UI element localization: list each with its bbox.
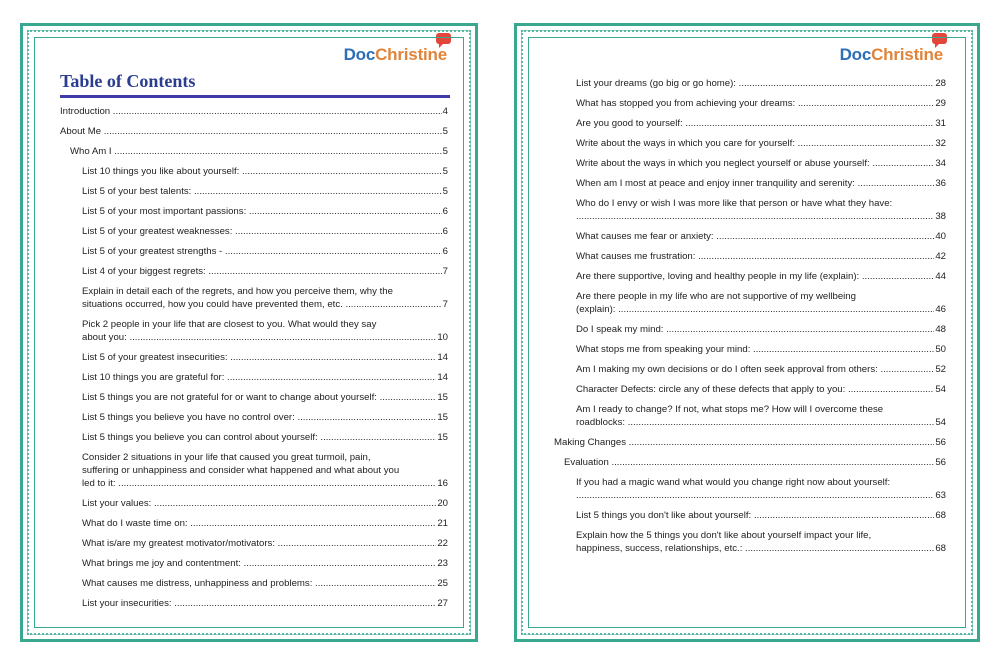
toc-entry-page-number: 15: [437, 412, 448, 423]
toc-entry[interactable]: [60, 351, 448, 364]
toc-entry-text: (explain): .....: [576, 303, 934, 316]
speech-bubble-icon: [436, 33, 451, 44]
toc-entry-text: roadblocks: .....: [576, 416, 934, 429]
toc-entry[interactable]: [554, 476, 946, 502]
toc-entry-page-number: 40: [935, 231, 946, 242]
toc-entry-text: What brings me joy and contentment: .....: [82, 557, 436, 570]
toc-entry-page-number: 31: [935, 118, 946, 129]
toc-entry-text: Am I ready to change? If not, what stops me? How will I overcome these: [576, 404, 884, 415]
toc-entry-text: Making Changes .....: [554, 436, 934, 449]
toc-entry-text: What has stopped you from achieving your dreams: .....: [576, 97, 934, 110]
toc-entry-text: Do I speak my mind: .....: [576, 323, 934, 336]
toc-entry[interactable]: [60, 285, 448, 311]
toc-entry-text: Write about the ways in which you care for yourself: .....: [576, 137, 934, 150]
toc-entry-page-number: 5: [442, 126, 448, 137]
toc-entry-page-number: 42: [935, 251, 946, 262]
toc-entry-text: Pick 2 people in your life that are closest to you. What would they say: [82, 319, 377, 330]
toc-entry-text: Are there supportive, loving and healthy people in my life (explain): .....: [576, 270, 934, 283]
toc-entry[interactable]: [554, 197, 946, 223]
toc-entry-page-number: 6: [442, 206, 448, 217]
toc-entries: [60, 98, 448, 610]
toc-entry[interactable]: [554, 383, 946, 396]
toc-entry-text: When am I most at peace and enjoy inner tranquility and serenity: .....: [576, 177, 934, 190]
toc-entry-text: Am I making my own decisions or do I often seek approval from others: .....: [576, 363, 934, 376]
toc-entry-page-number: 52: [935, 364, 946, 375]
toc-entry-text: List 10 things you like about yourself: .....: [82, 165, 442, 178]
toc-entry[interactable]: [554, 290, 946, 316]
toc-entry[interactable]: [60, 497, 448, 510]
toc-entry-page-number: 32: [935, 138, 946, 149]
toc-entry[interactable]: [554, 230, 946, 243]
toc-entry-text: Character Defects: circle any of these defects that apply to you: .....: [576, 383, 934, 396]
toc-entry-text: Explain how the 5 things you don't like about yourself impact your life,: [576, 530, 872, 541]
toc-entry-page-number: 54: [935, 417, 946, 428]
toc-entry[interactable]: [554, 270, 946, 283]
toc-entry-text: List 5 things you believe you can control about yourself: .....: [82, 431, 436, 444]
toc-entry-page-number: 54: [935, 384, 946, 395]
toc-entry-text: List your insecurities: .....: [82, 597, 436, 610]
toc-entry[interactable]: [554, 137, 946, 150]
toc-entry[interactable]: [60, 517, 448, 530]
toc-page-right: [514, 23, 980, 642]
toc-entry-text: Write about the ways in which you neglect yourself or abuse yourself: .....: [576, 157, 934, 170]
toc-entry[interactable]: [554, 403, 946, 429]
toc-entry-text: List 5 things you believe you have no control over: .....: [82, 411, 436, 424]
toc-entry[interactable]: [60, 318, 448, 344]
toc-entry-text: Consider 2 situations in your life that caused you great turmoil, pain,: [82, 452, 371, 463]
docchristine-logo: DocChristine: [344, 45, 447, 65]
toc-entry-page-number: 21: [437, 518, 448, 529]
toc-entry-page-number: 4: [442, 106, 448, 117]
speech-bubble-icon: [932, 33, 947, 44]
toc-entry[interactable]: [554, 77, 946, 90]
toc-entry-text: Who do I envy or wish I was more like that person or have what they have:: [576, 198, 893, 209]
toc-entry-text: List your values: .....: [82, 497, 436, 510]
toc-entry-text: [576, 210, 934, 223]
toc-entry-page-number: 23: [437, 558, 448, 569]
toc-entry[interactable]: [60, 451, 448, 490]
toc-entry-text: Are there people in my life who are not supportive of my wellbeing: [576, 291, 856, 302]
toc-entry[interactable]: [554, 363, 946, 376]
toc-entry-page-number: 14: [437, 352, 448, 363]
toc-entry-text: What is/are my greatest motivator/motivators: .....: [82, 537, 436, 550]
toc-entry-text: List 5 of your most important passions: .....: [82, 205, 442, 218]
toc-entry[interactable]: [60, 165, 448, 178]
page-title: Table of Contents: [60, 71, 196, 91]
toc-entry[interactable]: [554, 456, 946, 469]
toc-entry-page-number: 28: [935, 78, 946, 89]
toc-entry-page-number: 20: [437, 498, 448, 509]
toc-entry-text: Are you good to yourself: .....: [576, 117, 934, 130]
docchristine-logo: DocChristine: [840, 45, 943, 65]
toc-entry-page-number: 34: [935, 158, 946, 169]
toc-entry[interactable]: [554, 177, 946, 190]
toc-entry-page-number: 5: [442, 186, 448, 197]
toc-entry[interactable]: [554, 343, 946, 356]
toc-entry-page-number: 63: [935, 490, 946, 501]
toc-entry-text: Evaluation .....: [564, 456, 934, 469]
toc-entry-text: Who Am I .....: [70, 145, 442, 158]
toc-entry-page-number: 10: [437, 332, 448, 343]
toc-entry-page-number: 16: [437, 478, 448, 489]
toc-entry-page-number: 38: [935, 211, 946, 222]
toc-entry[interactable]: [60, 225, 448, 238]
toc-entry[interactable]: [60, 431, 448, 444]
toc-entry-text: situations occurred, how you could have prevented them, etc. .....: [82, 298, 442, 311]
toc-entry-text: What do I waste time on: .....: [82, 517, 436, 530]
toc-entry-text: List your dreams (go big or go home): .....: [576, 77, 934, 90]
toc-entry[interactable]: [554, 157, 946, 170]
toc-entry-page-number: 29: [935, 98, 946, 109]
toc-entry[interactable]: [554, 436, 946, 449]
toc-entry-text: suffering or unhappiness and consider what happened and what about you: [82, 465, 400, 476]
toc-entry-text: About Me .....: [60, 125, 442, 138]
toc-entry-page-number: 22: [437, 538, 448, 549]
toc-entry-page-number: 5: [442, 166, 448, 177]
toc-entry[interactable]: [554, 529, 946, 555]
toc-entry-text: Explain in detail each of the regrets, and how you perceive them, why the: [82, 286, 393, 297]
toc-entry-page-number: 50: [935, 344, 946, 355]
toc-entry[interactable]: [60, 205, 448, 218]
toc-entry-page-number: 68: [935, 543, 946, 554]
toc-entry-text: List 5 of your greatest weaknesses: .....: [82, 225, 442, 238]
toc-entry-page-number: 27: [437, 598, 448, 609]
toc-entry-text: List 5 of your greatest strengths - .....: [82, 245, 442, 258]
toc-entry-page-number: 15: [437, 392, 448, 403]
toc-entry-text: What causes me distress, unhappiness and problems: .....: [82, 577, 436, 590]
toc-entry-text: List 4 of your biggest regrets: .....: [82, 265, 442, 278]
toc-entry-text: What stops me from speaking your mind: .....: [576, 343, 934, 356]
toc-entry[interactable]: [60, 145, 448, 158]
toc-entry-text: If you had a magic wand what would you change right now about yourself:: [576, 477, 891, 488]
toc-entry-text: What causes me frustration: .....: [576, 250, 934, 263]
toc-entry[interactable]: [554, 323, 946, 336]
toc-entry[interactable]: [60, 597, 448, 610]
toc-entry-text: List 5 things you don't like about yourself: .....: [576, 509, 934, 522]
toc-entry-text: happiness, success, relationships, etc.: .....: [576, 542, 934, 555]
toc-entry[interactable]: [554, 97, 946, 110]
toc-entry-page-number: 6: [442, 226, 448, 237]
toc-entry[interactable]: [554, 250, 946, 263]
toc-entry-text: List 5 of your best talents: .....: [82, 185, 442, 198]
toc-entry[interactable]: [60, 265, 448, 278]
toc-entry[interactable]: [60, 371, 448, 384]
toc-entry-page-number: 68: [935, 510, 946, 521]
toc-entry-page-number: 46: [935, 304, 946, 315]
toc-page-left: [20, 23, 478, 642]
toc-entry[interactable]: [60, 537, 448, 550]
toc-entry-page-number: 6: [442, 246, 448, 257]
toc-entry-page-number: 56: [935, 457, 946, 468]
toc-entry-page-number: 44: [935, 271, 946, 282]
toc-entry[interactable]: [554, 509, 946, 522]
toc-entry-page-number: 25: [437, 578, 448, 589]
toc-entry-page-number: 56: [935, 437, 946, 448]
toc-entry-text: List 5 things you are not grateful for or want to change about yourself: .....: [82, 391, 436, 404]
toc-entry[interactable]: [60, 557, 448, 570]
toc-entry-text: What causes me fear or anxiety: .....: [576, 230, 934, 243]
toc-entries: [554, 70, 946, 555]
toc-entry-text: [576, 489, 934, 502]
toc-entry-page-number: 14: [437, 372, 448, 383]
toc-entry[interactable]: [60, 185, 448, 198]
toc-entry-text: led to it: .....: [82, 477, 436, 490]
toc-entry-text: List 5 of your greatest insecurities: .....: [82, 351, 436, 364]
toc-entry-page-number: 7: [442, 299, 448, 310]
toc-entry[interactable]: [60, 391, 448, 404]
toc-entry-page-number: 48: [935, 324, 946, 335]
toc-entry[interactable]: [554, 117, 946, 130]
toc-entry[interactable]: [60, 577, 448, 590]
toc-entry-page-number: 15: [437, 432, 448, 443]
toc-entry-text: Introduction .....: [60, 105, 442, 118]
toc-entry-page-number: 36: [935, 178, 946, 189]
toc-entry[interactable]: [60, 411, 448, 424]
toc-entry-text: about you: .....: [82, 331, 436, 344]
toc-entry[interactable]: [60, 105, 448, 118]
toc-entry-page-number: 5: [442, 146, 448, 157]
toc-entry-text: List 10 things you are grateful for: .....: [82, 371, 436, 384]
toc-entry[interactable]: [60, 125, 448, 138]
toc-entry-page-number: 7: [442, 266, 448, 277]
toc-entry[interactable]: [60, 245, 448, 258]
